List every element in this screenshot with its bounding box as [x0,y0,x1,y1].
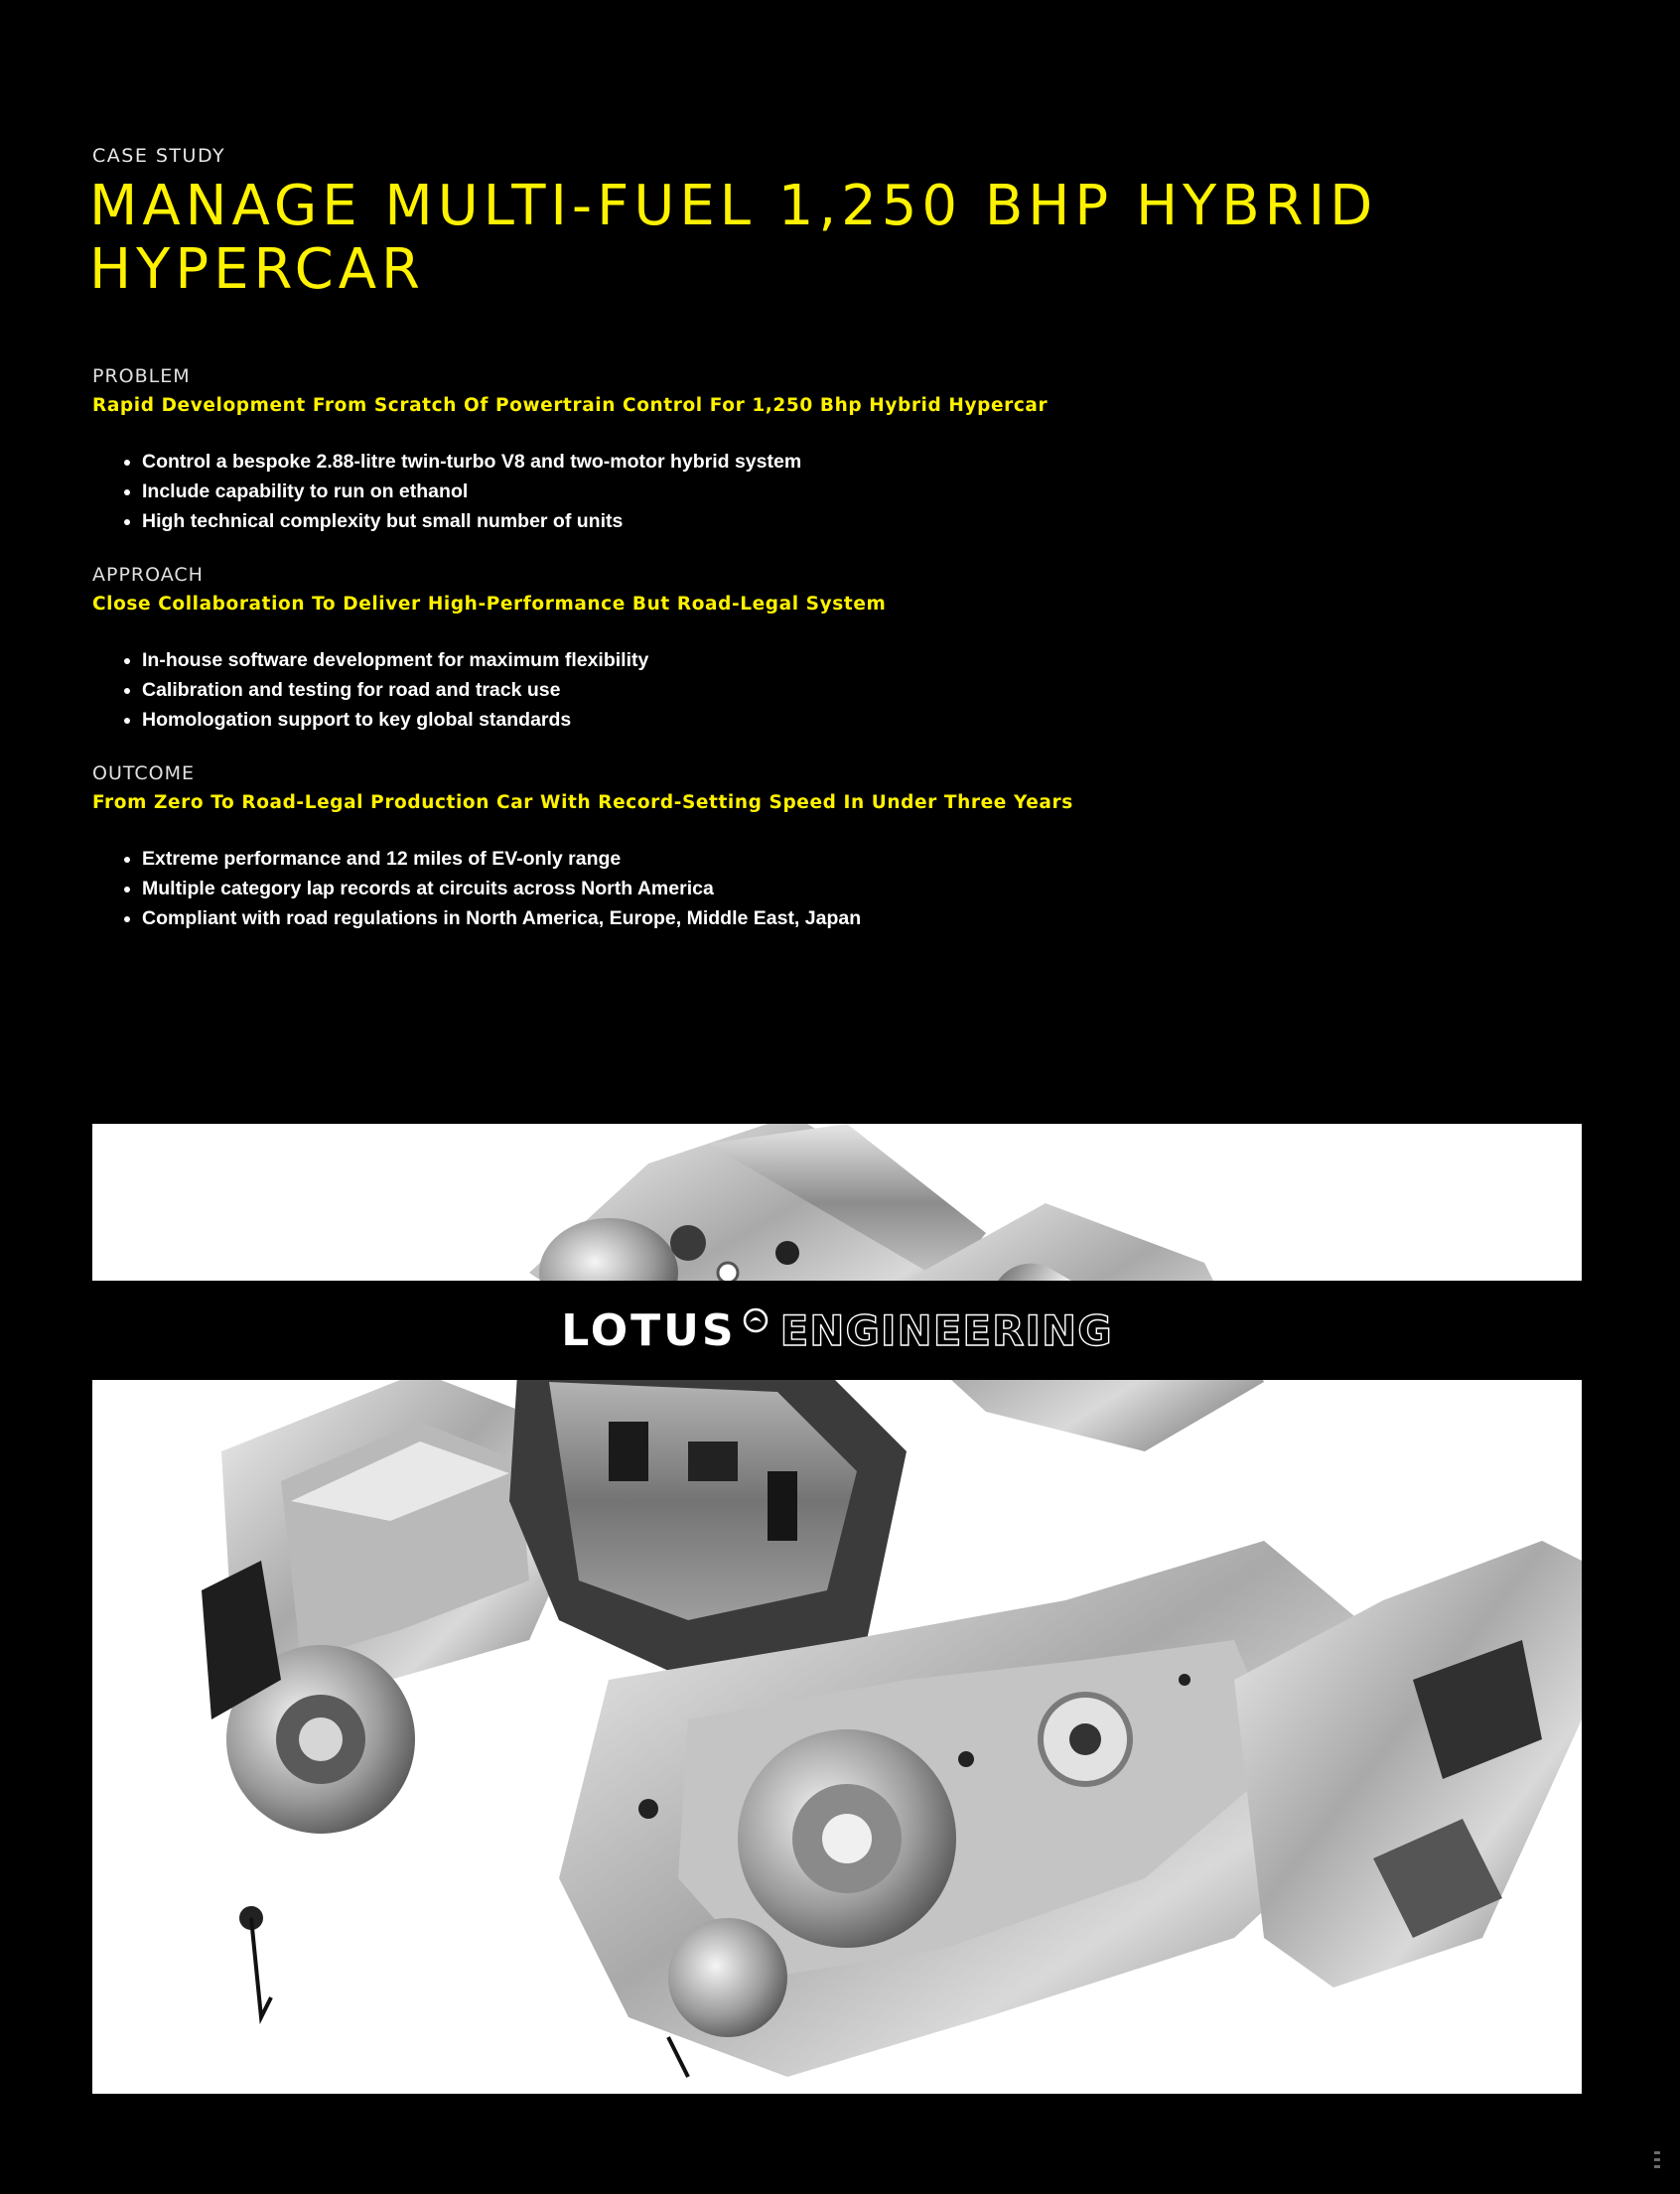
list-item [92,477,1482,506]
logo-band [92,1281,1582,1380]
list-item [92,903,1482,933]
list-item [92,506,1482,536]
section-subtitle: Close Collaboration To Deliver High-Performance But Road-Legal System [92,594,887,615]
section-subtitle: From Zero To Road-Legal Production Car With Record-Setting Speed In Under Three Years [92,792,1073,813]
section-label: PROBLEM [92,365,191,387]
bullet-list [92,447,1482,536]
approach-section [92,562,1482,735]
list-item [92,705,1482,735]
problem-section [92,363,1482,536]
section-label: OUTCOME [92,762,195,784]
page-corner-mark-icon [1652,2149,1662,2171]
division-logo-text: ENGINEERING [779,1305,1113,1355]
list-item-text: Include capability to run on ethanol [142,480,469,502]
bullet-list [92,844,1482,933]
bullet-icon [124,887,130,892]
bullet-icon [124,916,130,922]
engine-image [92,1124,1582,2094]
bullet-icon [124,489,130,495]
eyebrow-label: CASE STUDY [92,145,226,167]
list-item-text: Homologation support to key global standards [142,709,572,731]
section-label: APPROACH [92,564,204,586]
outcome-section [92,760,1482,933]
page-title: MANAGE MULTI-FUEL 1,250 BHP HYBRID HYPERCAR [89,174,1378,302]
engine-render-icon [92,1124,1582,2094]
list-item-text: Multiple category lap records at circuits across North America [142,878,714,899]
bullet-icon [124,718,130,724]
list-item-text: Compliant with road regulations in North America, Europe, Middle East, Japan [142,907,862,929]
list-item-text: Calibration and testing for road and track use [142,679,561,701]
lotus-emblem-icon [743,1307,769,1333]
list-item-text: Extreme performance and 12 miles of EV-only range [142,848,622,870]
bullet-icon [124,857,130,863]
bullet-icon [124,460,130,466]
bullet-icon [124,519,130,525]
section-subtitle: Rapid Development From Scratch Of Powertrain Control For 1,250 Bhp Hybrid Hypercar [92,395,1049,416]
brand-logo-text: LOTUS [561,1304,737,1356]
list-item [92,874,1482,903]
list-item [92,645,1482,675]
bullet-icon [124,688,130,694]
list-item-text: Control a bespoke 2.88-litre twin-turbo V8 and two-motor hybrid system [142,451,802,473]
list-item [92,844,1482,874]
list-item [92,675,1482,705]
bullet-icon [124,658,130,664]
list-item [92,447,1482,477]
bullet-list [92,645,1482,735]
list-item-text: High technical complexity but small number of units [142,510,624,532]
list-item-text: In-house software development for maximum flexibility [142,649,649,671]
